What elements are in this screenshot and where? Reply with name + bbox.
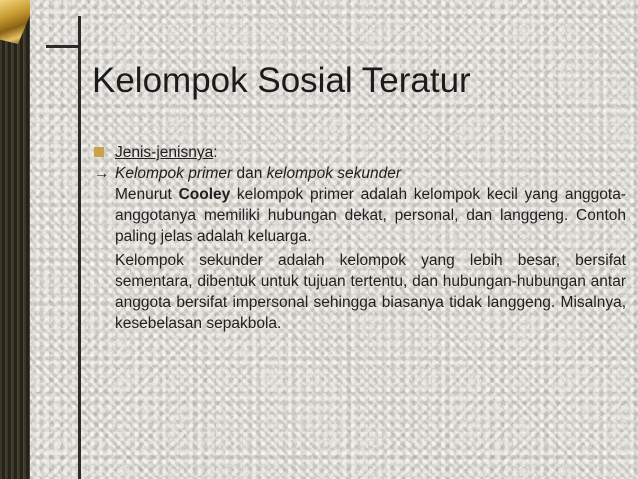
bullet-item — [94, 142, 626, 163]
vertical-frame-line — [78, 16, 81, 479]
types-line — [94, 163, 626, 184]
secondary-definition-text: Kelompok sekunder adalah kelompok yang lebih besar, bersifat sementara, dibentuk untuk tujuan tertentu, dan hubungan-hubungan antar anggota bersifat impersonal sehingga biasanya tidak langgeng. Misalnya, kesebelasan sepakbola. — [115, 252, 626, 332]
slide-title: Kelompok Sosial Teratur — [92, 61, 471, 100]
bullet-suffix: : — [213, 144, 218, 161]
bullet-label: Jenis-jenisnya — [115, 144, 214, 161]
author-name: Cooley — [178, 186, 231, 203]
secondary-group-term: kelompok sekunder — [266, 165, 402, 182]
left-decorative-bar — [0, 0, 30, 479]
paragraph-prefix: Menurut — [115, 186, 179, 203]
primary-group-paragraph — [94, 184, 626, 247]
horizontal-frame-line — [46, 45, 80, 48]
right-arrow-icon: → — [94, 165, 110, 182]
primary-definition-text: kelompok primer adalah kelompok kecil yang anggota-anggotanya memiliki hubungan dekat, personal, dan langgeng. Contoh paling jelas adalah keluarga. — [115, 186, 627, 245]
square-bullet-icon — [94, 147, 104, 157]
slide-body — [94, 142, 626, 334]
secondary-group-paragraph — [94, 250, 626, 334]
primary-group-term: Kelompok primer — [115, 165, 233, 182]
conjunction: dan — [232, 165, 267, 182]
